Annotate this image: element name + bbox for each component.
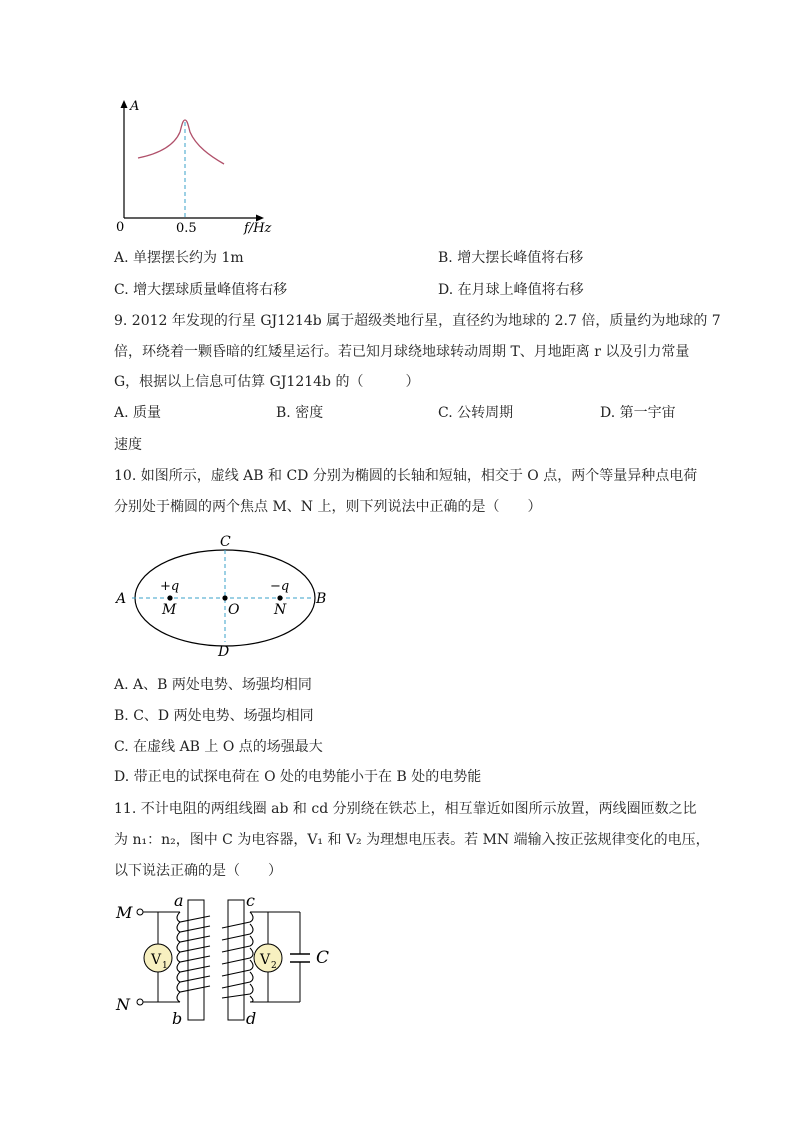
- q10-option-a: A. A、B 两处电势、场强均相同: [114, 677, 312, 693]
- label-a: A: [116, 591, 127, 607]
- label-c: C: [220, 534, 231, 550]
- v2-label: V: [260, 952, 271, 968]
- charge-n-dot: [277, 595, 282, 600]
- v2-subscript: 2: [271, 961, 277, 971]
- x-axis-label: f/Hz: [244, 221, 272, 236]
- label-m: M: [116, 903, 133, 922]
- q8-option-c: C. 增大摆球质量峰值将右移: [114, 282, 288, 298]
- q9-option-a: A. 质量: [114, 405, 162, 421]
- v1-label: V: [151, 952, 162, 968]
- q11-line-3: 以下说法正确的是（ ）: [114, 863, 282, 879]
- transformer-circuit: [110, 890, 350, 1030]
- q9-option-d: D. 第一宇宙: [600, 405, 676, 421]
- q8-option-a: A. 单摆摆长约为 1m: [114, 250, 244, 266]
- q10-option-d: D. 带正电的试探电荷在 O 处的电势能小于在 B 处的电势能: [114, 769, 482, 785]
- terminal-m: [137, 909, 143, 915]
- label-a: a: [174, 891, 184, 910]
- v1-subscript: 1: [162, 961, 168, 971]
- label-o: O: [228, 602, 240, 618]
- q9-line-3: G，根据以上信息可估算 GJ1214b 的（ ）: [114, 374, 420, 390]
- q10-option-c: C. 在虚线 AB 上 O 点的场强最大: [114, 739, 323, 755]
- label-minus-q: −q: [270, 579, 290, 594]
- label-d: d: [246, 1009, 257, 1028]
- q9-option-b: B. 密度: [276, 405, 324, 421]
- origin-label: 0: [116, 220, 125, 235]
- label-m: M: [162, 602, 177, 618]
- q9-option-c: C. 公转周期: [438, 405, 514, 421]
- y-axis-label: A: [130, 99, 140, 114]
- q11-line-1: 11. 不计电阻的两组线圈 ab 和 cd 分别绕在铁芯上，相互靠近如图所示放置，两线圈匝数之比: [114, 801, 697, 817]
- peak-x-label: 0.5: [176, 221, 197, 236]
- terminal-n: [137, 999, 143, 1005]
- label-c: c: [246, 891, 255, 910]
- label-d: D: [218, 644, 230, 660]
- resonance-curve: [138, 120, 224, 164]
- q10-option-b: B. C、D 两处电势、场强均相同: [114, 708, 314, 724]
- q8-option-b: B. 增大摆长峰值将右移: [438, 250, 584, 266]
- q8-option-d: D. 在月球上峰值将右移: [438, 282, 584, 298]
- q9-line-1: 9. 2012 年发现的行星 GJ1214b 属于超级类地行星，直径约为地球的 2.7 倍，质量约为地球的 7: [114, 313, 721, 329]
- label-n: N: [274, 602, 287, 618]
- resonance-graph: [110, 96, 280, 236]
- label-plus-q: +q: [160, 579, 180, 594]
- ellipse-figure: [110, 530, 340, 660]
- charge-m-dot: [167, 595, 172, 600]
- q9-option-d-wrap: 速度: [114, 437, 142, 453]
- label-b: B: [316, 591, 327, 607]
- label-b: b: [172, 1009, 183, 1028]
- capacitor-label: C: [316, 948, 330, 968]
- q11-line-2: 为 n₁：n₂，图中 C 为电容器，V₁ 和 V₂ 为理想电压表。若 MN 端输入按正弦规律变化的电压，: [114, 832, 710, 848]
- q9-line-2: 倍，环绕着一颗昏暗的红矮星运行。若已知月球绕地球转动周期 T、月地距离 r 以及引力常量: [114, 344, 690, 360]
- q10-line-1: 10. 如图所示，虚线 AB 和 CD 分别为椭圆的长轴和短轴，相交于 O 点，两个等量异种点电荷: [114, 468, 698, 484]
- label-n: N: [116, 995, 130, 1014]
- point-o-dot: [222, 595, 227, 600]
- y-axis-arrow: [121, 100, 128, 108]
- q10-line-2: 分别处于椭圆的两个焦点 M、N 上，则下列说法中正确的是（ ）: [114, 499, 542, 515]
